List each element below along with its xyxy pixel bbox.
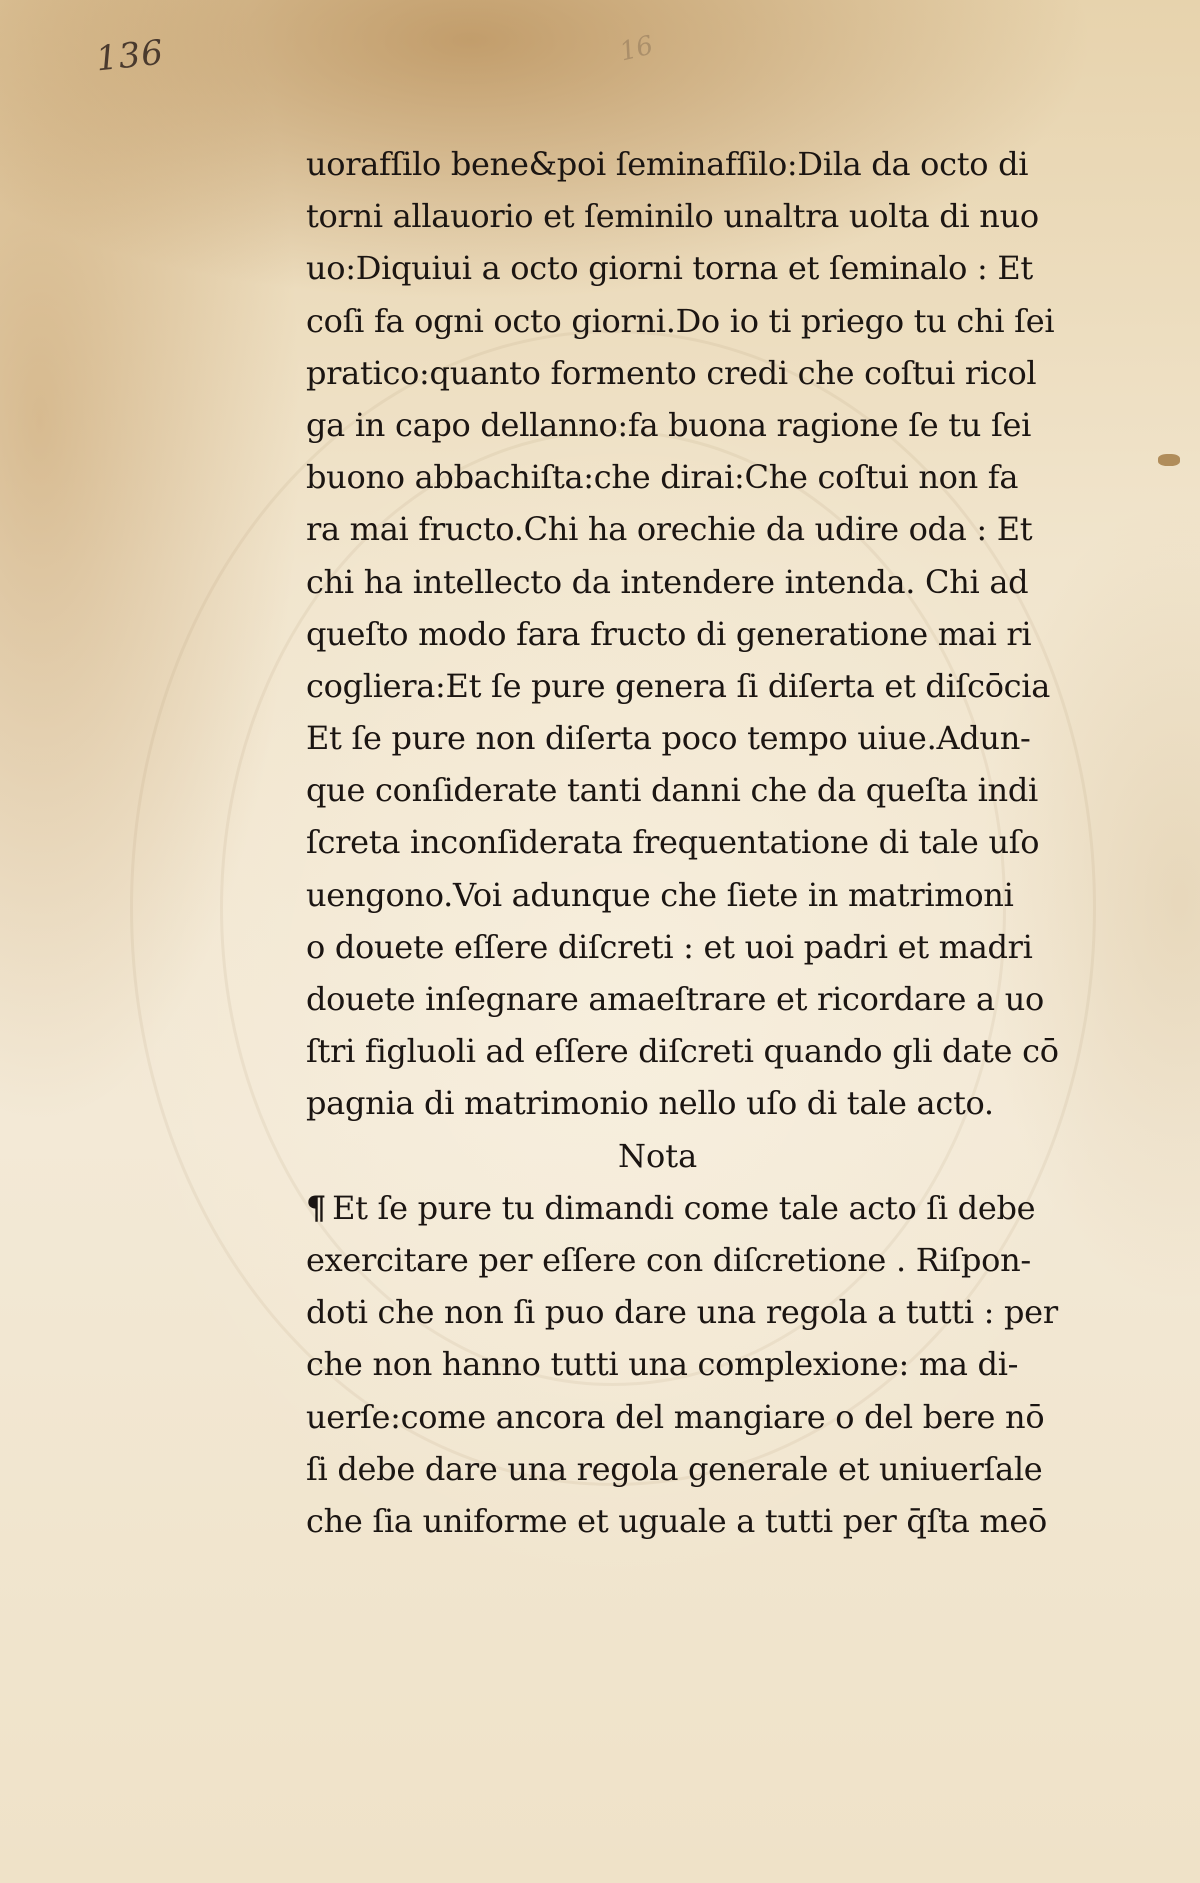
paragraph-first-line <box>306 1182 1126 1234</box>
text-line: cogliera:Et ſe pure genera ſi diſerta et diſcōcia <box>306 666 1051 705</box>
text-line: Et ſe pure tu dimandi come tale acto ſi debe <box>332 1188 1036 1227</box>
pencil-mark: 16 <box>616 30 657 68</box>
text-line: ſi debe dare una regola generale et uniuerſale <box>306 1449 1043 1488</box>
section-heading: Nota <box>618 1136 698 1175</box>
text-line: uengono.Voi adunque che ſiete in matrimoni <box>306 875 1014 914</box>
text-line: uo:Diquiui a octo giorni torna et ſeminalo : Et <box>306 249 1033 288</box>
text-line: queſto modo fara fructo di generatione mai ri <box>306 614 1032 653</box>
text-line: douete inſegnare amaeſtrare et ricordare a uo <box>306 980 1044 1018</box>
text-line: pratico:quanto formento credi che coſtui ricol <box>306 353 1037 392</box>
text-line: ga in capo dellanno:fa buona ragione ſe tu ſei <box>306 405 1032 444</box>
text-line: o douete eſſere diſcreti : et uoi padri et madri <box>306 927 1033 966</box>
text-line: che ſia uniforme et uguale a tutti per q̄ſta meō <box>306 1501 1047 1540</box>
text-line: exercitare per eſſere con diſcretione . Riſpon- <box>306 1240 1031 1279</box>
text-line: uorafſilo bene&poi ſeminafſilo:Dila da octo di <box>306 145 1029 183</box>
folio-number: 136 <box>94 32 166 80</box>
text-line: Et ſe pure non diſerta poco tempo uiue.Adun- <box>306 719 1031 758</box>
stain-mark <box>1158 454 1180 466</box>
text-line: chi ha intellecto da intendere intenda. Chi ad <box>306 562 1029 601</box>
text-line: che non hanno tutti una complexione: ma di- <box>306 1345 1019 1384</box>
text-line: torni allauorio et ſeminilo unaltra uolta di nuo <box>306 197 1039 236</box>
text-line: uerſe:come ancora del mangiare o del bere nō <box>306 1397 1045 1436</box>
pilcrow-mark: ¶ <box>306 1188 327 1227</box>
text-line: que conſiderate tanti danni che da queſta indi <box>306 771 1038 810</box>
text-block <box>306 138 1126 1547</box>
text-line: ra mai fructo.Chi ha orechie da udire oda : Et <box>306 510 1033 549</box>
text-line: ſtri figluoli ad eſſere diſcreti quando gli date cō <box>306 1032 1059 1071</box>
text-line: coſi fa ogni octo giorni.Do io ti priego tu chi ſei <box>306 301 1055 340</box>
text-line: buono abbachiſta:che dirai:Che coſtui non fa <box>306 458 1019 497</box>
text-line: pagnia di matrimonio nello uſo di tale acto. <box>306 1084 994 1123</box>
text-line: doti che non ſi puo dare una regola a tutti : per <box>306 1293 1058 1332</box>
text-line: ſcreta inconſiderata frequentatione di tale uſo <box>306 823 1040 862</box>
